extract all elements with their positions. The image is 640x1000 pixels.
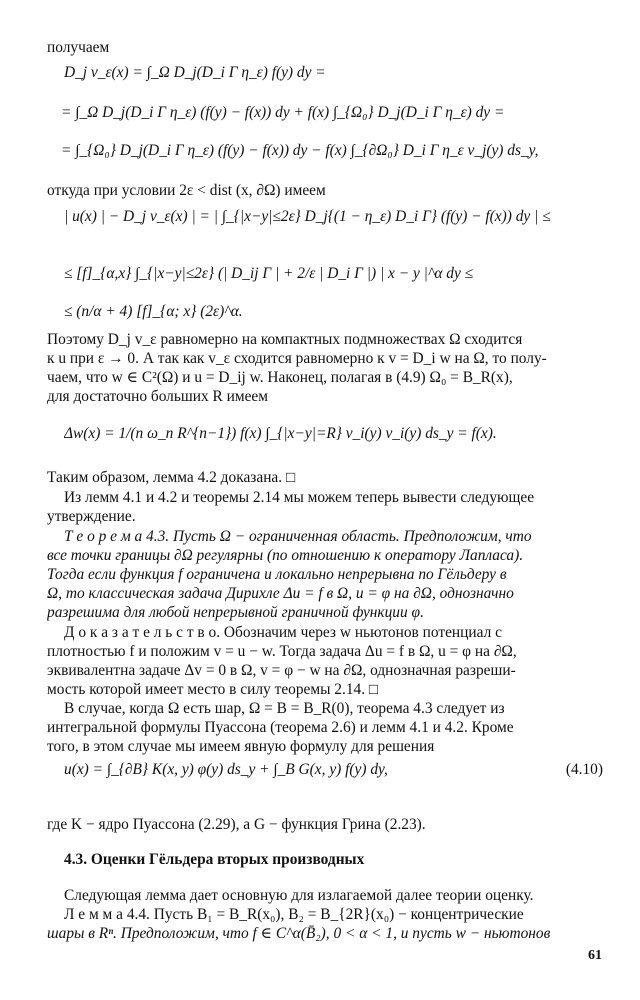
lemma-line: шары в Rⁿ. Предположим, что f ∈ C^α(B̄₂), 0 < α < 1, и пусть w − ньютонов bbox=[47, 925, 551, 942]
equation-number: (4.10) bbox=[565, 761, 603, 778]
text-line: чаем, что w ∈ C²(Ω) и u = D_ij w. Наконец, полагая в (4.9) Ω₀ = B_R(x), bbox=[47, 369, 513, 386]
formula-line: = ∫_{Ω₀} D_j(D_i Γ η_ε) (f(y) − f(x)) dy − f(x) ∫_{∂Ω₀} D_i Γ η_ε ν_j(y) ds_y, bbox=[61, 142, 539, 159]
lemma-line: Л е м м а 4.4. Пусть B₁ = B_R(x₀), B₂ = B_{2R}(x₀) − концентрические bbox=[64, 906, 524, 923]
formula-line: = ∫_Ω D_j(D_i Γ η_ε) (f(y) − f(x)) dy + f(x) ∫_{Ω₀} D_j(D_i Γ η_ε) dy = bbox=[61, 104, 505, 121]
text-line: получаем bbox=[47, 39, 110, 56]
text-line: Следующая лемма дает основную для излагаемой далее теории оценку. bbox=[64, 887, 534, 904]
text-line: интегральной формулы Пуассона (теорема 2.6) и лемм 4.1 и 4.2. Кроме bbox=[47, 719, 514, 736]
text-line: плотностью f и положим v = u − w. Тогда задача Δu = f в Ω, u = φ на ∂Ω, bbox=[47, 643, 517, 660]
formula-line: Δw(x) = 1/(n ω_n R^{n−1}) f(x) ∫_{|x−y|=R} ν_i(y) ν_i(y) ds_y = f(x). bbox=[64, 425, 497, 442]
text-line: откуда при условии 2ε < dist (x, ∂Ω) имеем bbox=[47, 182, 326, 199]
page-number: 61 bbox=[588, 948, 602, 963]
text-line: того, в этом случае мы имеем явную формулу для решения bbox=[47, 738, 435, 755]
text-line: утверждение. bbox=[47, 508, 136, 525]
text-line: Поэтому D_j v_ε равномерно на компактных подмножествах Ω сходится bbox=[47, 331, 523, 348]
text-line: Д о к а з а т е л ь с т в о. Обозначим через w ньютонов потенциал с bbox=[64, 624, 502, 641]
theorem-line: разрешима для любой непрерывной граничной функции φ. bbox=[47, 604, 424, 621]
theorem-line: все точки границы ∂Ω регулярны (по отношению к оператору Лапласа). bbox=[47, 547, 524, 564]
theorem-line: Т е о р е м а 4.3. Пусть Ω − ограниченная область. Предположим, что bbox=[64, 528, 532, 545]
text-line: В случае, когда Ω есть шар, Ω = B = B_R(0), теорема 4.3 следует из bbox=[64, 700, 505, 717]
formula-line: u(x) = ∫_{∂B} K(x, y) φ(y) ds_y + ∫_B G(x, y) f(y) dy, bbox=[64, 761, 388, 778]
formula-line: | u(x) | − D_j v_ε(x) | = | ∫_{|x−y|≤2ε} D_j{(1 − η_ε) D_i Γ} (f(y) − f(x)) dy | ≤ bbox=[64, 208, 551, 225]
theorem-line: Тогда если функция f ограничена и локально непрерывна по Гёльдеру в bbox=[47, 566, 507, 583]
theorem-line: Ω, то классическая задача Дирихле Δu = f в Ω, u = φ на ∂Ω, однозначно bbox=[47, 585, 514, 602]
text-line: к u при ε → 0. А так как v_ε сходится равномерно к v = D_i w на Ω, то полу- bbox=[47, 350, 547, 367]
formula-line: D_j v_ε(x) = ∫_Ω D_j(D_i Γ η_ε) f(y) dy = bbox=[64, 64, 326, 81]
formula-line: ≤ (n/α + 4) [f]_{α; x} (2ε)^α. bbox=[64, 303, 243, 320]
text-line: где K − ядро Пуассона (2.29), а G − функция Грина (2.23). bbox=[47, 816, 426, 833]
section-heading: 4.3. Оценки Гёльдера вторых производных bbox=[64, 851, 365, 868]
formula-line: ≤ [f]_{α,x} ∫_{|x−y|≤2ε} (| D_ij Γ | + 2/ε | D_i Γ |) | x − y |^α dy ≤ bbox=[64, 265, 474, 282]
text-line: эквивалентна задаче Δv = 0 в Ω, v = φ − w на ∂Ω, однозначная разреши- bbox=[47, 662, 516, 679]
text-line: мость которой имеет место в силу теоремы 2.14. □ bbox=[47, 681, 379, 698]
text-line: для достаточно больших R имеем bbox=[47, 388, 269, 405]
text-line: Таким образом, лемма 4.2 доказана. □ bbox=[47, 469, 296, 486]
text-line: Из лемм 4.1 и 4.2 и теоремы 2.14 мы можем теперь вывести следующее bbox=[64, 489, 535, 506]
